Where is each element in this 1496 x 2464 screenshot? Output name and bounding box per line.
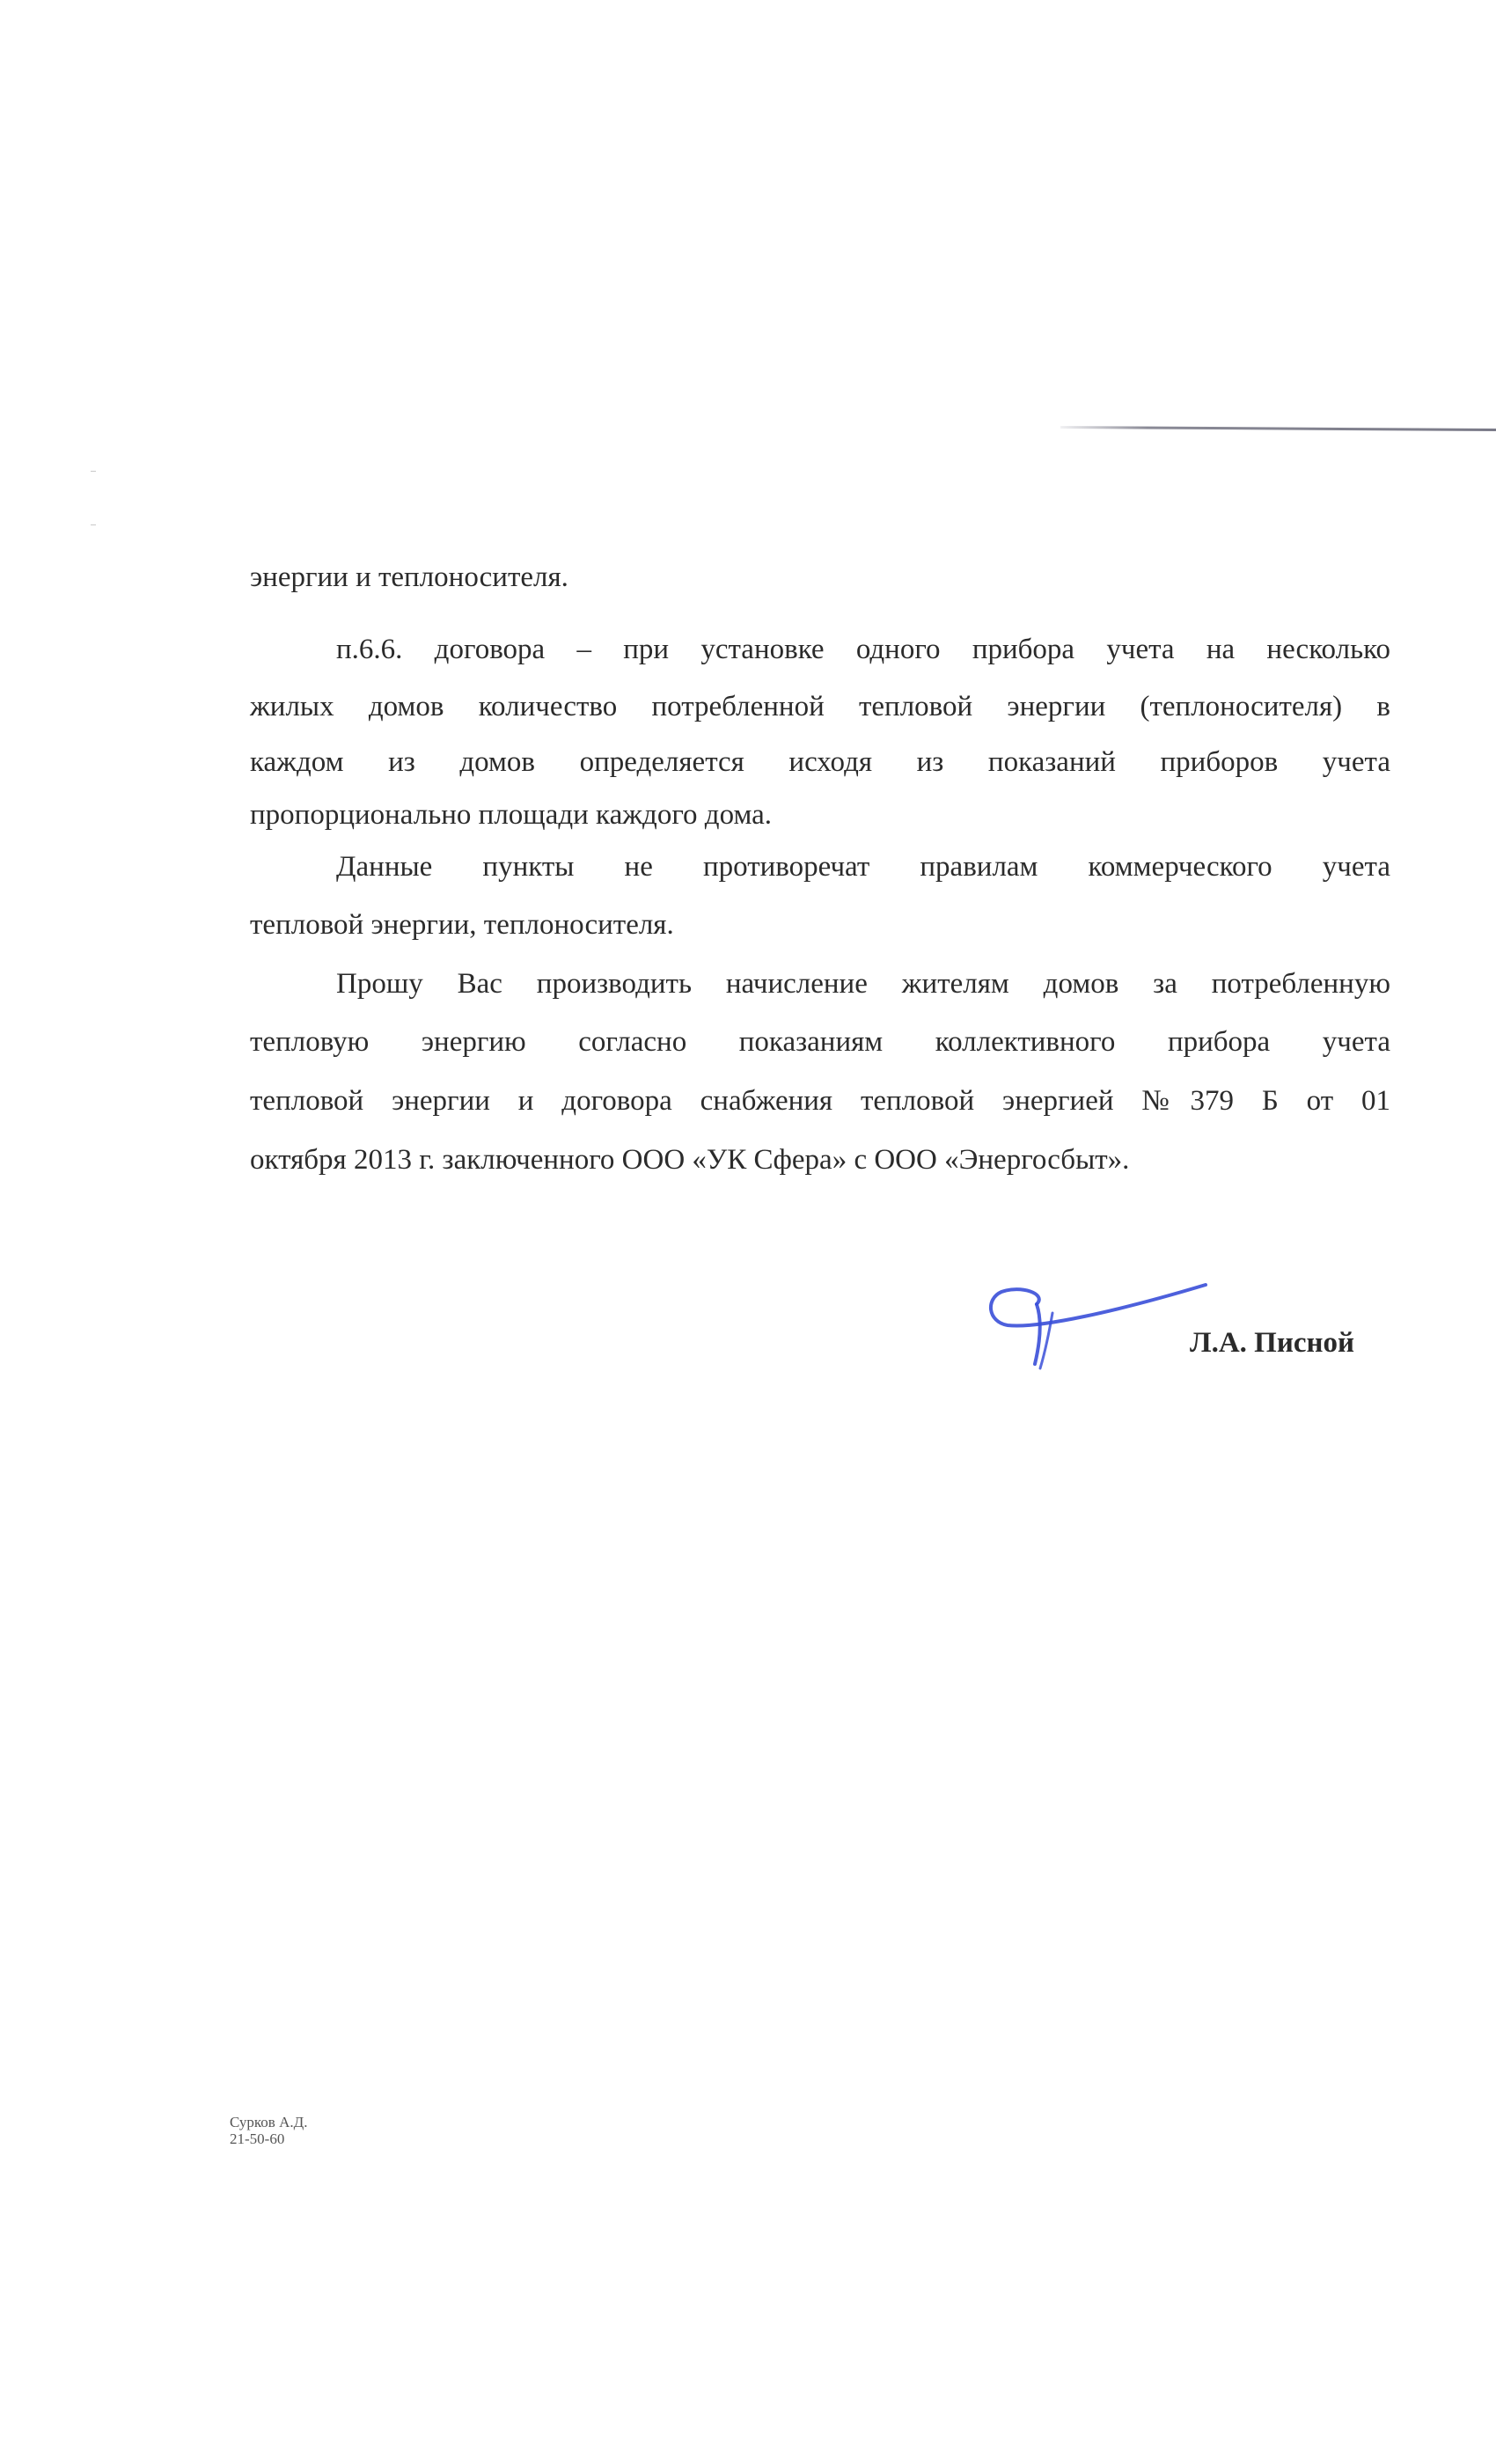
paragraph-line: тепловой энергии, теплоносителя. xyxy=(250,909,674,941)
paragraph-line: Прошу Вас производить начисление жителям домов за потребленную xyxy=(336,968,1390,1000)
handwritten-signature xyxy=(986,1258,1214,1373)
paragraph-line: октября 2013 г. заключенного ООО «УК Сфера» с ООО «Энергосбыт». xyxy=(250,1144,1130,1176)
scan-speck xyxy=(91,471,96,472)
paragraph-line: энергии и теплоносителя. xyxy=(250,561,568,593)
paragraph-line: Данные пункты не противоречат правилам коммерческого учета xyxy=(336,851,1390,883)
paragraph-line: тепловую энергию согласно показаниям коллективного прибора учета xyxy=(250,1026,1390,1058)
paragraph-line: тепловой энергии и договора снабжения тепловой энергией №379 Б от 01 xyxy=(250,1085,1390,1117)
executor-phone: 21-50-60 xyxy=(230,2130,285,2147)
executor-block xyxy=(230,2114,307,2147)
header-rule-line xyxy=(1060,426,1496,431)
scan-speck xyxy=(91,524,96,525)
paragraph-line: п.6.6. договора – при установке одного прибора учета на несколько xyxy=(336,634,1390,665)
paragraph-line: жилых домов количество потребленной тепловой энергии (теплоносителя) в xyxy=(250,691,1390,722)
paragraph-line: каждом из домов определяется исходя из показаний приборов учета xyxy=(250,746,1390,778)
paragraph-line: пропорционально площади каждого дома. xyxy=(250,799,773,831)
signatory-name: Л.А. Писной xyxy=(1190,1327,1355,1359)
executor-name: Сурков А.Д. xyxy=(230,2114,308,2130)
